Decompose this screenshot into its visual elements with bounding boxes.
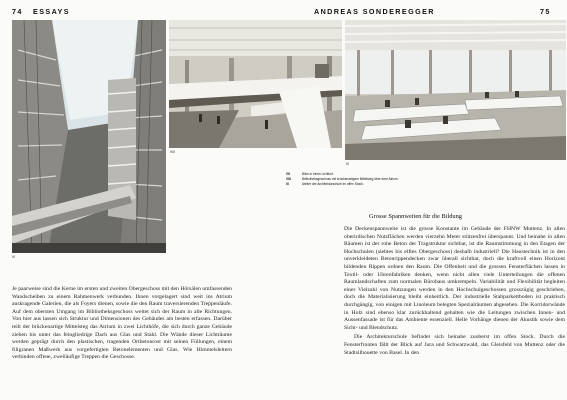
paragraph: Die Architekturschule befindet sich beinahe zuoberst im offen Stock. Durch die Fensterfronten fällt der Blick auf Jura und Schwarzwald, das Gleisfeld von Muttenz oder die Stadtsilhouette von Basel. In den: [344, 334, 565, 356]
right-page-number: 75: [540, 7, 551, 16]
figure-atrium-lightwell-photo: [12, 20, 166, 253]
caption-number: IX: [286, 182, 290, 186]
left-page-number: 74: [12, 7, 23, 16]
left-column-body-text: [12, 286, 232, 364]
figure-3-label: IX: [346, 162, 350, 166]
figure-2-label: VIII: [170, 150, 175, 154]
caption-text: Bibliotheksgeschoss mit brückenartigem Mittelsteg über dem Atrium.: [302, 177, 399, 181]
caption-number: VIII: [286, 177, 291, 181]
caption-number: VII: [286, 172, 290, 176]
figure-captions: [286, 172, 426, 187]
left-section-title: ESSAYS: [33, 7, 70, 16]
caption-row: [286, 182, 426, 187]
caption-text: Atelier der Architekturschule im offen Stock.: [302, 182, 364, 186]
right-column-body-text: [344, 226, 565, 359]
paragraph: Je paarweise sind die Kerne im ersten und zweiten Obergeschoss mit den Hörsälen umfassenden Wandscheiben zu einem Rahmenwerk verbunden. Ihnen vorgelagert sind weit ins Atrium auskragende Galerien, die als Foyers dienen, sowie die den Raum traversierenden Treppenläufe. Auf dem obersten Umgang im Bibliotheksgeschoss weitet sich der Raum in alle Richtungen. Von hier aus lassen sich Struktur und Dimensionen des Gebäudes am besten erfassen. Darüber teilt der brückenartige Mittelsteg das Atrium in zwei Lichthöfe, die sich durch ganze Gebäude ziehen bis unter das feingliedrige Dach aus Glas und Stahl. Die Wände dieser Lichträume werden geprägt durch den plastischen, tragenden Ortbetonrost mit seinen Füllungen, einem filigranen Maßwerk aus vorgefertigten Betonelementen und Glas. Wie Himmelsleitern verbinden offene, zweiläufige Treppen die Geschosse.: [12, 286, 232, 361]
figure-1-label: VI: [12, 255, 16, 259]
figure-architecture-studio-photo: [345, 20, 566, 160]
right-author-name: ANDREAS SONDEREGGER: [314, 7, 435, 16]
section-heading: Grosse Spannweiten für die Bildung: [369, 213, 463, 220]
paragraph: Die Deckenspannweite ist die grosse Konstante im Gebäude der FHNW Muttenz. In allen oberirdischen Nutzflächen werden vierzehn Meter stützenfrei überspannt. Und beinahe in allen Räumen ist der rohe Beton der Tragstruktur sichtbar, ist die Raumstimmung in den Etagen der Hochschulen (siebtes bis elftes Obergeschoss) deshalb industriell? Die Haustechnik ist in den unverkleideten Betonrippendecken zwar überall sichtbar, doch die kraftvoll einen Horizont bildenden Rippen ordnen den Raum. Die Offenheit und die grossen Fensterflächen lassen in Textil- oder Uhrenfabriken denken, wenn nicht allen viele Unterteilungen die offenen Raumlandschaften zum normalen Bürobaus umkrempeln. Variabilität und Flexibilität begleiten einer Vielzahl von Nutzungen werden in den Hochschulgeschossen grosszügig geschrieben, doch die Materialisierung bleibt einheitlich. Der industrielle Stabparkettboden ist praktisch durchgängig, von einigen mit Linoleum belegten Spezialräumen abgesehen. Die Korridorwände in Holz sind ebenso klar zurückhaltend gehalten wie die Leitungen zwischen Innen- und Aussenfassade ist für das Ambiente essenziell. Helle Vorhänge dienen der Akustik sowie dem Sicht- und Blendschutz.: [344, 226, 565, 331]
figure-library-floor-photo: [169, 20, 342, 148]
caption-text: Blick in einen Lichthof.: [302, 172, 334, 176]
